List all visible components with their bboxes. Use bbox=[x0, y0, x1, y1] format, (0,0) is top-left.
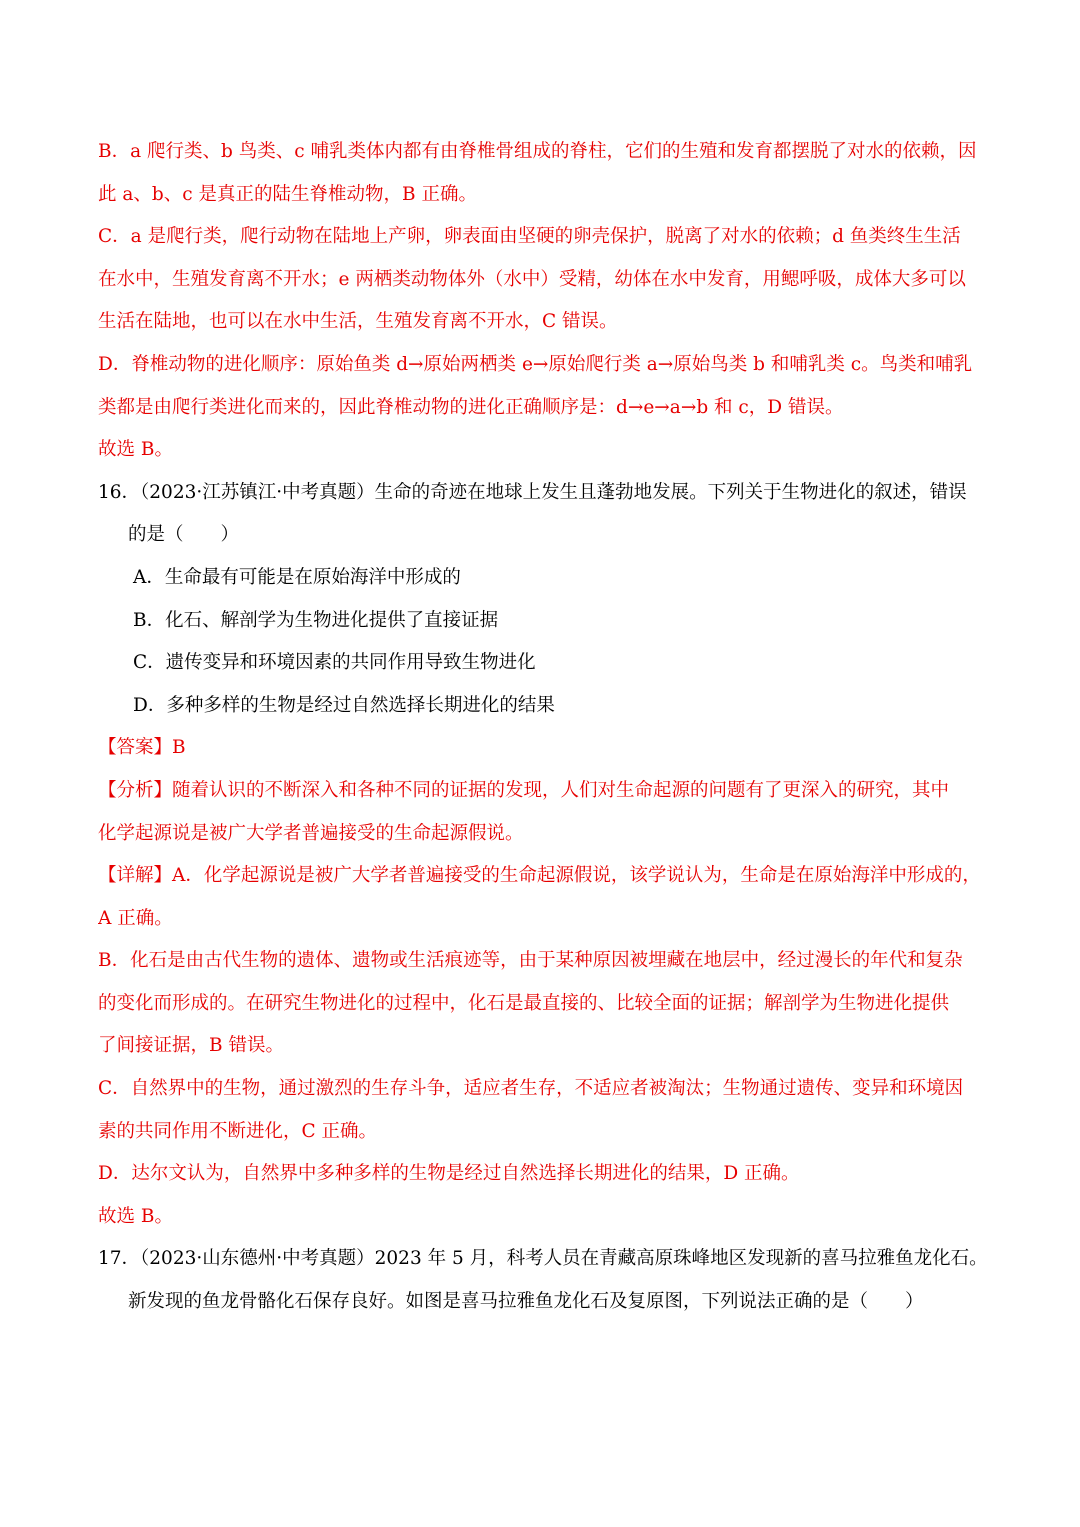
q16-detail-line-6: C．自然界中的生物，通过激烈的生存斗争，适应者生存，不适应者被淘汰；生物通过遗传、变异和环境因 bbox=[98, 1078, 964, 1100]
q16-option-b: B．化石、解剖学为生物进化提供了直接证据 bbox=[133, 609, 499, 631]
q15-option-c-line-1: C．a 是爬行类，爬行动物在陆地上产卵，卵表面由坚硬的卵壳保护，脱离了对水的依赖；d 鱼类终生生活 bbox=[98, 226, 961, 248]
q16-detail-line-5: 了间接证据，B 错误。 bbox=[98, 1035, 284, 1057]
q16-answer bbox=[98, 727, 988, 770]
q15-explanation bbox=[98, 131, 988, 472]
q15-option-b-line-2: 此 a、b、c 是真正的陆生脊椎动物，B 正确。 bbox=[98, 183, 477, 205]
question-16 bbox=[98, 472, 988, 1239]
q16-detail-line-8: D．达尔文认为，自然界中多种多样的生物是经过自然选择长期进化的结果，D 正确。 bbox=[98, 1163, 800, 1185]
q16-detail-line-7: 素的共同作用不断进化，C 正确。 bbox=[98, 1120, 378, 1142]
q16-stem-line-2: 的是（ ） bbox=[128, 524, 240, 546]
q16-option-d: D．多种多样的生物是经过自然选择长期进化的结果 bbox=[133, 694, 555, 716]
q16-final-choice: 故选 B。 bbox=[98, 1205, 173, 1227]
q16-detail-line-2: A 正确。 bbox=[98, 907, 173, 929]
q16-detail-line-3: B．化石是由古代生物的遗体、遗物或生活痕迹等，由于某种原因被埋藏在地层中，经过漫长的年代和复杂 bbox=[98, 950, 963, 972]
document-page bbox=[98, 131, 988, 1324]
q16-detail-line-1: 【详解】A．化学起源说是被广大学者普遍接受的生命起源假说，该学说认为，生命是在原始海洋中形成的， bbox=[98, 865, 981, 887]
q16-analysis-line-1: 【分析】随着认识的不断深入和各种不同的证据的发现，人们对生命起源的问题有了更深入的研究，其中 bbox=[98, 779, 950, 801]
q17-stem-line-1: 17．（2023·山东德州·中考真题）2023 年 5 月，科考人员在青藏高原珠峰地区发现新的喜马拉雅鱼龙化石。 bbox=[98, 1248, 988, 1270]
q16-option-a: A．生命最有可能是在原始海洋中形成的 bbox=[133, 566, 461, 588]
q15-option-d-line-1: D．脊椎动物的进化顺序：原始鱼类 d→原始两栖类 e→原始爬行类 a→原始鸟类 b 和哺乳类 c。鸟类和哺乳 bbox=[98, 353, 973, 375]
q15-option-d-line-2: 类都是由爬行类进化而来的，因此脊椎动物的进化正确顺序是：d→e→a→b 和 c，D 错误。 bbox=[98, 396, 844, 418]
q15-option-c-line-3: 生活在陆地，也可以在水中生活，生殖发育离不开水，C 错误。 bbox=[98, 311, 618, 333]
q15-final-choice: 故选 B。 bbox=[98, 439, 173, 461]
question-17 bbox=[98, 1238, 988, 1323]
q17-stem-line-2: 新发现的鱼龙骨骼化石保存良好。如图是喜马拉雅鱼龙化石及复原图，下列说法正确的是（ ） bbox=[128, 1291, 924, 1313]
q15-option-c-line-2: 在水中，生殖发育离不开水；e 两栖类动物体外（水中）受精，幼体在水中发育，用鳃呼吸，成体大多可以 bbox=[98, 268, 966, 290]
answer-value: B bbox=[172, 737, 186, 759]
q16-detail-line-4: 的变化而形成的。在研究生物进化的过程中，化石是最直接的、比较全面的证据；解剖学为生物进化提供 bbox=[98, 992, 950, 1014]
q16-option-c: C．遗传变异和环境因素的共同作用导致生物进化 bbox=[133, 652, 536, 674]
answer-tag: 【答案】 bbox=[98, 737, 173, 759]
q16-analysis-line-2: 化学起源说是被广大学者普遍接受的生命起源假说。 bbox=[98, 822, 524, 844]
q15-option-b-line-1: B．a 爬行类、b 鸟类、c 哺乳类体内都有由脊椎骨组成的脊柱，它们的生殖和发育都摆脱了对水的依赖，因 bbox=[98, 141, 977, 162]
q16-stem-line-1: 16．（2023·江苏镇江·中考真题）生命的奇迹在地球上发生且蓬勃地发展。下列关于生物进化的叙述，错误 bbox=[98, 481, 967, 503]
